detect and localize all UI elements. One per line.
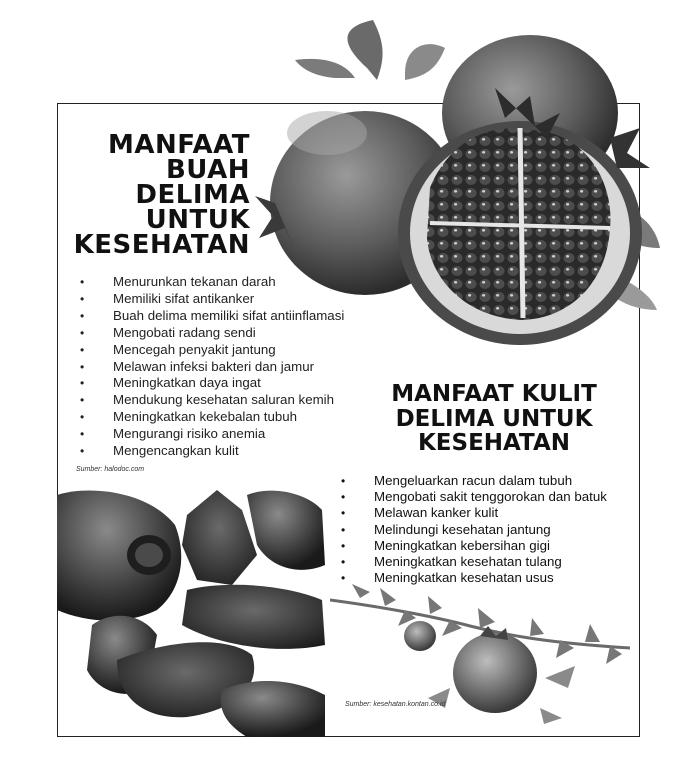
list-item: • Memiliki sifat antikanker xyxy=(76,291,344,308)
section2-title-line: KESEHATAN xyxy=(417,430,571,456)
section1-title-line: MANFAAT xyxy=(108,130,250,160)
list-item: • Buah delima memiliki sifat antiinflamasi xyxy=(76,308,344,325)
list-item: • Mencegah penyakit jantung xyxy=(76,342,344,359)
section2-benefit-list xyxy=(338,473,607,586)
list-item: • Mendukung kesehatan saluran kemih xyxy=(76,392,344,409)
list-item: • Melindungi kesehatan jantung xyxy=(338,522,607,538)
section1-title-line: DELIMA xyxy=(135,180,250,210)
list-item: • Meningkatkan daya ingat xyxy=(76,375,344,392)
list-item: • Mengobati radang sendi xyxy=(76,325,344,342)
list-item: • Meningkatkan kesehatan usus xyxy=(338,570,607,586)
section1-title-line: UNTUK xyxy=(145,205,250,235)
section2-source: Sumber: kesehatan.kontan.co.id xyxy=(345,701,446,708)
list-item: • Meningkatkan kesehatan tulang xyxy=(338,554,607,570)
section1-source: Sumber: halodoc.com xyxy=(76,466,145,473)
list-item: • Mengurangi risiko anemia xyxy=(76,426,344,443)
list-item: • Menurunkan tekanan darah xyxy=(76,274,344,291)
list-item: • Melawan infeksi bakteri dan jamur xyxy=(76,359,344,376)
list-item: • Mengeluarkan racun dalam tubuh xyxy=(338,473,607,489)
list-item: • Meningkatkan kekebalan tubuh xyxy=(76,409,344,426)
list-item: • Mengobati sakit tenggorokan dan batuk xyxy=(338,489,607,505)
section2-title-line: MANFAAT KULIT xyxy=(391,381,597,407)
pomegranate-peel-image xyxy=(57,485,329,737)
section2-title-line: DELIMA UNTUK xyxy=(395,405,593,432)
list-item: • Melawan kanker kulit xyxy=(338,505,607,521)
section2-title xyxy=(360,382,628,456)
section1-title xyxy=(73,130,250,260)
section1-benefit-list xyxy=(76,274,344,460)
list-item: • Mengencangkan kulit xyxy=(76,443,344,460)
list-item: • Meningkatkan kebersihan gigi xyxy=(338,538,607,554)
section1-title-line: BUAH xyxy=(165,155,250,185)
section1-title-line: KESEHATAN xyxy=(73,230,250,260)
